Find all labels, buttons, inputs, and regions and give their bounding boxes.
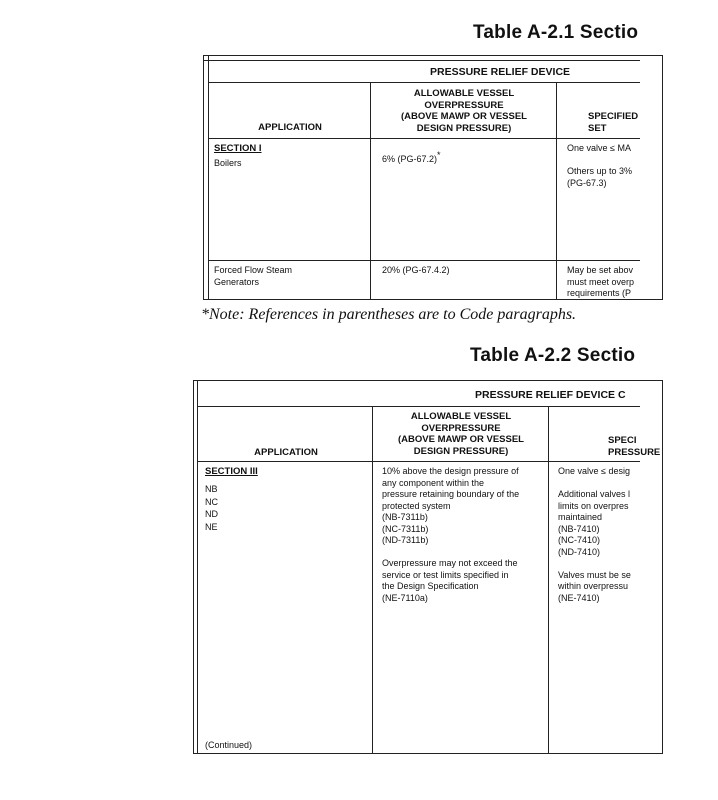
table1-row2-application: Forced Flow Steam Generators: [214, 265, 293, 287]
table1-row1-section: SECTION I: [214, 143, 262, 154]
table2-row1-overpressure: 10% above the design pressure of any component within the pressure retaining boundary of the protected system (NB-7311b) (NC-7311b) (ND-7311b) Overpressure may not exceed the service or test limits specified in the Design Specification (NE-7110a): [382, 466, 520, 603]
table1-header-overpressure: ALLOWABLE VESSEL OVERPRESSURE (ABOVE MAWP OR VESSEL DESIGN PRESSURE): [401, 88, 527, 134]
table2-header-specified: SPECI PRESSURE: [608, 435, 661, 458]
table2-col-divider-1: [372, 406, 373, 754]
table2-title: Table A-2.2 Sectio: [470, 345, 636, 366]
table1-header-rule: [208, 138, 640, 139]
table1-row2-specified: May be set abov must meet overp requirements (P: [567, 265, 635, 298]
table1-band-rule: [208, 82, 640, 83]
footnote-asterisk: *: [437, 150, 441, 160]
table1-row-rule: [208, 260, 640, 261]
table1-header-application: APPLICATION: [258, 122, 322, 133]
table2-row1-specified: One valve ≤ desig Additional valves l limits on overpres maintained (NB-7410) (NC-7410) (ND-7410) Valves must be se within overpressu (NE-7410): [558, 466, 631, 603]
table2-row1-application: NB NC ND NE: [205, 484, 218, 532]
table1-col-divider-2: [556, 82, 557, 300]
table1-band-header: PRESSURE RELIEF DEVICE: [430, 66, 571, 78]
table1-row1-overpressure: 6% (PG-67.2)*: [382, 150, 441, 164]
table2-row1-section: SECTION III: [205, 466, 258, 477]
table1-row2-overpressure: 20% (PG-67.4.2): [382, 265, 450, 275]
table2-band-header: PRESSURE RELIEF DEVICE C: [475, 389, 626, 401]
table1-header-specified: SPECIFIED SET: [588, 111, 639, 134]
table1-footnote: *Note: References in parentheses are to Code paragraphs.: [201, 306, 577, 323]
table1-col-divider-1: [370, 82, 371, 300]
table2-band-rule: [197, 406, 640, 407]
table1-row1-specified: One valve ≤ MA Others up to 3% (PG-67.3): [567, 143, 633, 188]
table1-left-double-rule: [208, 55, 209, 300]
table2-header-rule: [197, 461, 640, 462]
table1-row1-application: Boilers: [214, 158, 242, 168]
table1-top-double-rule: [203, 60, 640, 61]
table1-title: Table A-2.1 Sectio: [473, 22, 639, 43]
table2-left-double-rule: [197, 380, 198, 754]
table2-header-application: APPLICATION: [254, 447, 318, 458]
table2-continued-label: (Continued): [205, 740, 253, 750]
table2-header-overpressure: ALLOWABLE VESSEL OVERPRESSURE (ABOVE MAWP OR VESSEL DESIGN PRESSURE): [398, 411, 524, 457]
